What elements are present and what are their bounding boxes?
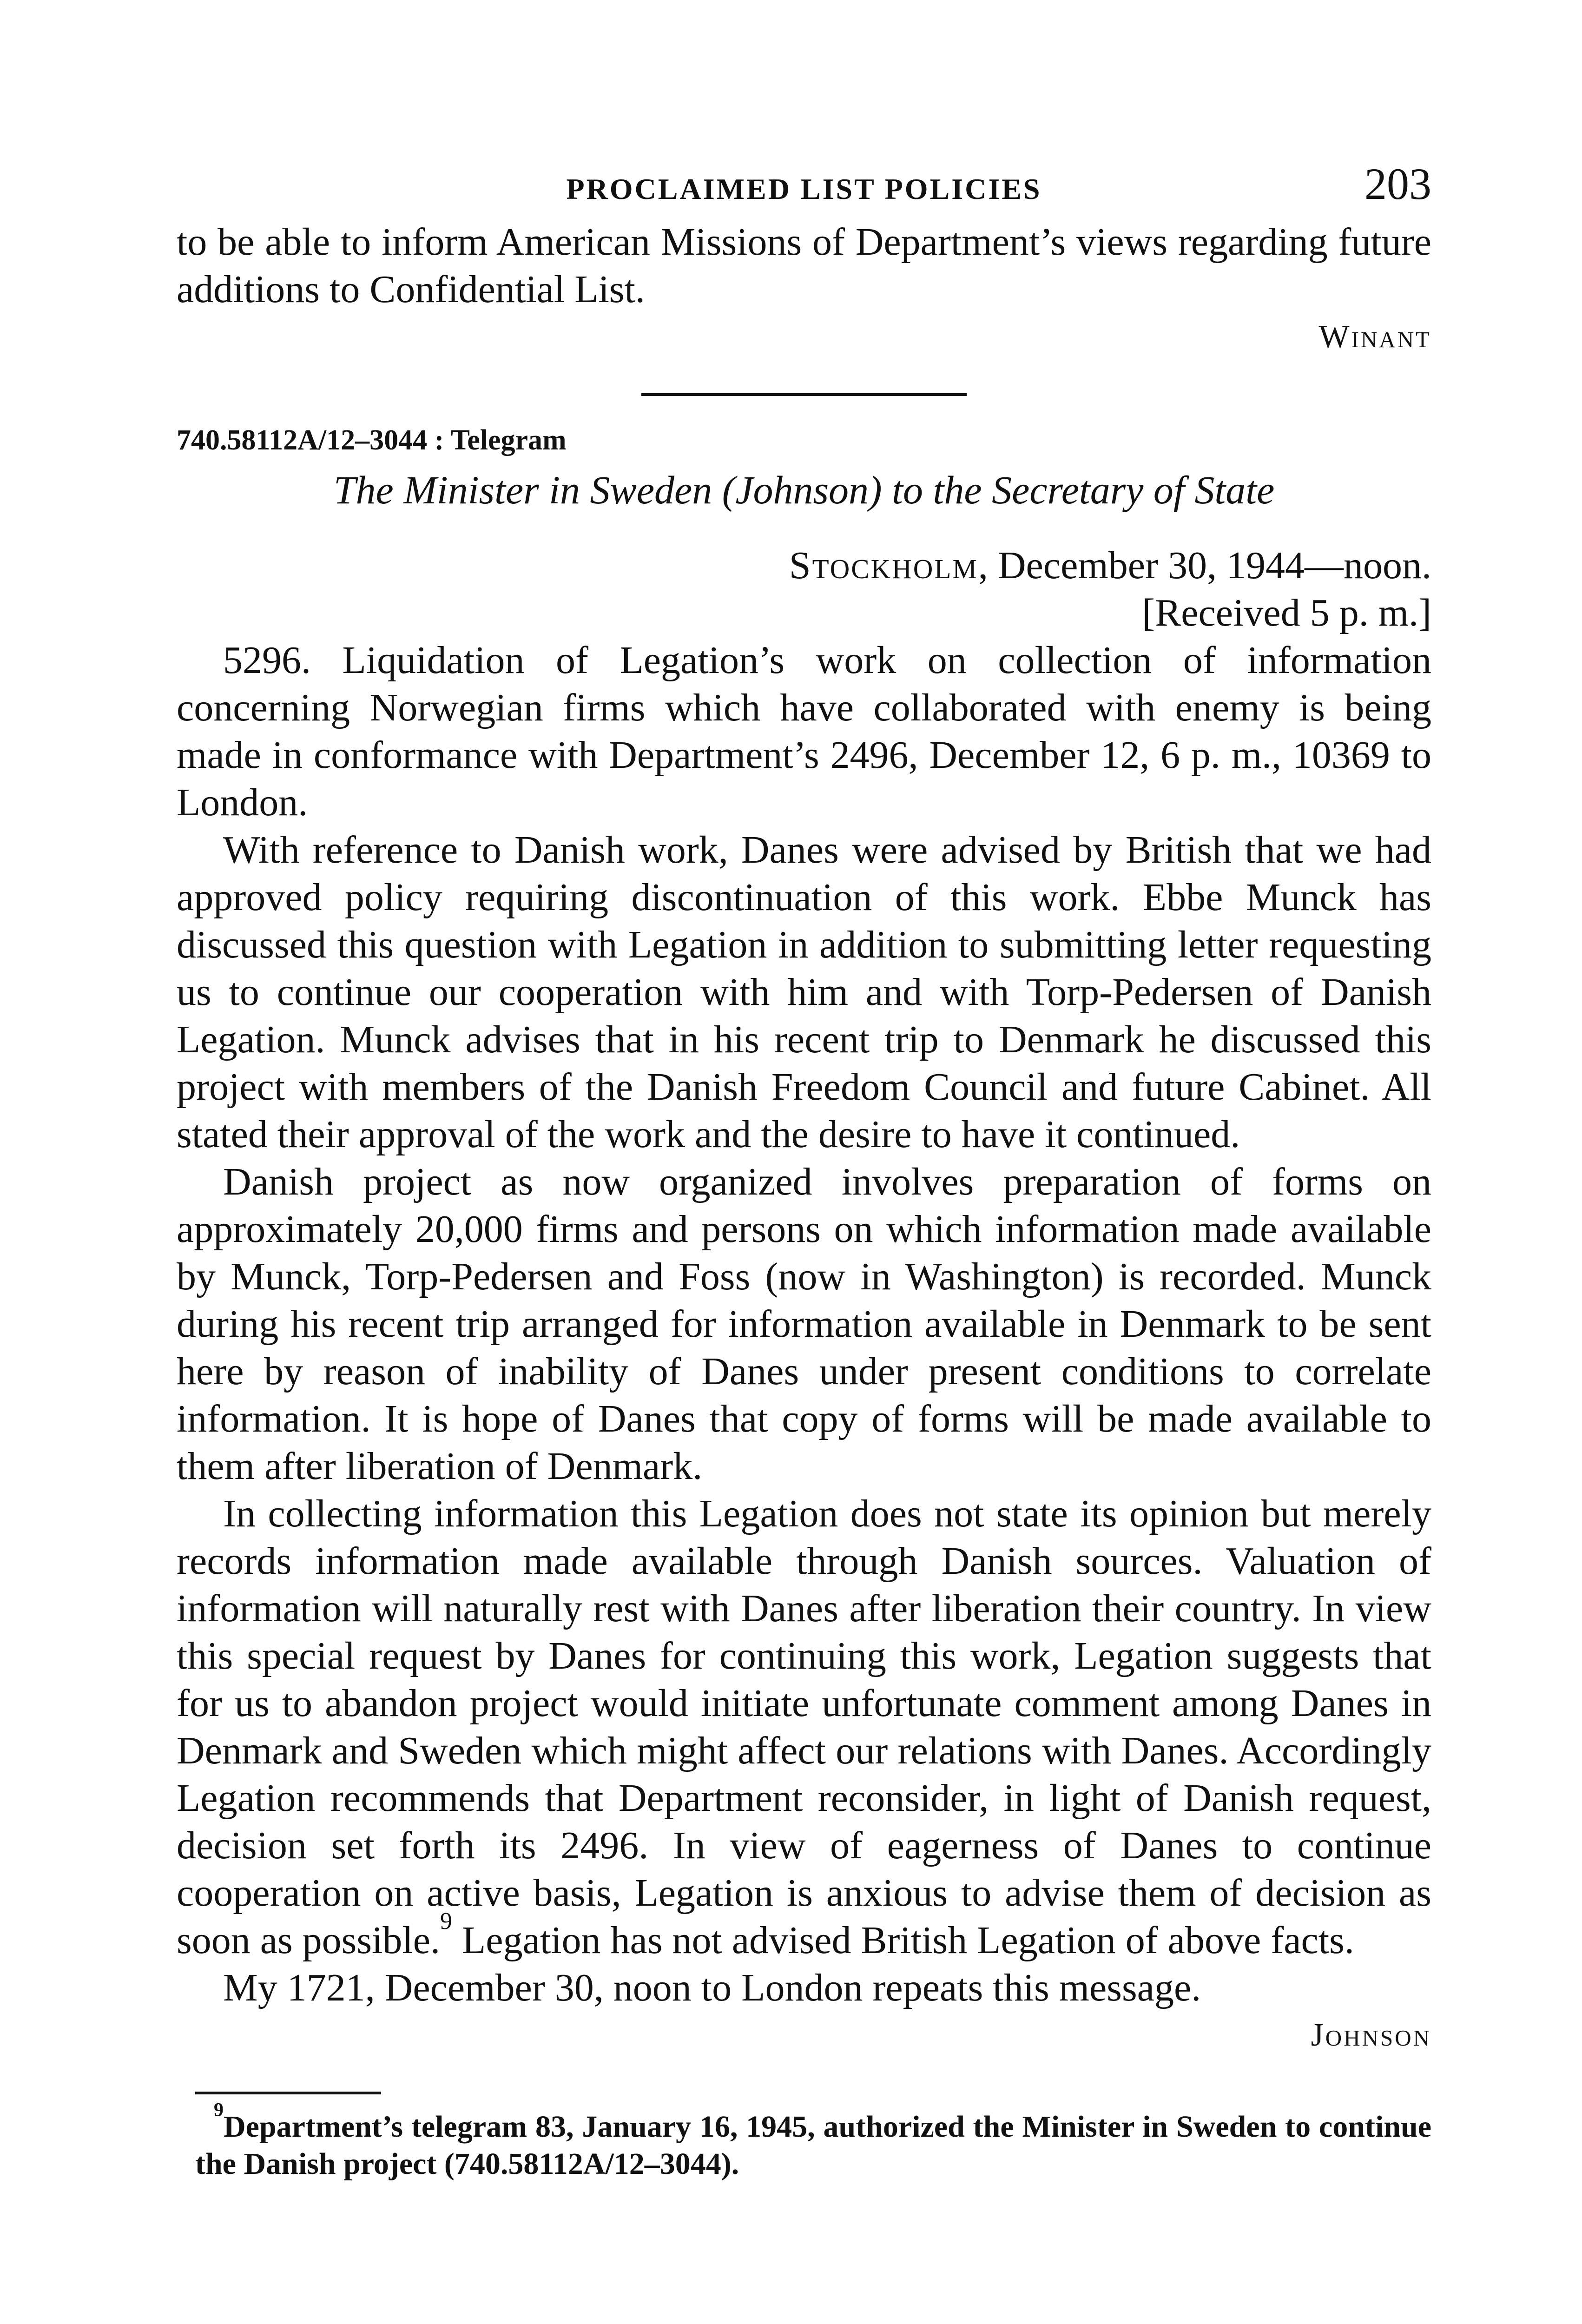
- paragraph: 5296. Liquidation of Legation’s work on collection of information concerning Norwegian firms which have collaborated with enemy is being made in conformance with Department’s 2496, December 12, 6 p. m., 10369 to London.: [177, 639, 1431, 824]
- previous-document-continuation: [177, 218, 1431, 361]
- document-title: The Minister in Sweden (Johnson) to the Secretary of State: [333, 468, 1275, 512]
- footnote-reference[interactable]: 9: [440, 1908, 452, 1934]
- section-divider: [641, 393, 967, 396]
- paragraph: With reference to Danish work, Danes were advised by British that we had approved policy requiring discontinuation of this work. Ebbe Munck has discussed this question with Legation in addition to submitting letter requesting us to continue our cooperation with him and with Torp-Pedersen of Danish Legation. Munck advises that in his recent trip to Denmark he discussed this project with members of the Danish Freedom Council and future Cabinet. All stated their approval of the work and the desire to have it continued.: [177, 828, 1431, 1156]
- running-head: PROCLAIMED LIST POLICIES: [566, 172, 1042, 205]
- file-reference: 740.58112A/12–3044 : Telegram: [177, 424, 567, 456]
- signature-johnson: Johnson: [1311, 2017, 1431, 2053]
- paragraph-text: Legation has not advised British Legation of above facts.: [452, 1919, 1354, 1962]
- received-line: [Received 5 p. m.]: [1142, 591, 1431, 634]
- paragraph-text: In collecting information this Legation does not state its opinion but merely records information made available through Danish sources. Valuation of information will naturally rest with Danes after liberation their country. In view this special request by Danes for continuing this work, Legation suggests that for us to abandon project would initiate unfortunate comment among Danes in Denmark and Sweden which might affect our relations with Danes. Accordingly Legation recommends that Department reconsider, in light of Danish request, decision set forth its 2496. In view of eagerness of Danes to continue cooperation on active basis, Legation is anxious to advise them of decision as soon as possible.: [177, 1492, 1431, 1962]
- dateline-date: , December 30, 1944—noon.: [978, 544, 1431, 587]
- signature-winant: Winant: [1318, 319, 1431, 355]
- page-number: 203: [1364, 159, 1431, 209]
- paragraph-with-footnote: [177, 1490, 1431, 1964]
- continuation-paragraph: to be able to inform American Missions of Department’s views regarding future additions to Confidential List.: [177, 220, 1431, 311]
- paragraph: Danish project as now organized involves preparation of forms on approximately 20,000 firms and persons on which information made available by Munck, Torp-Pedersen and Foss (now in Washington) is recorded. Munck during his recent trip arranged for information available in Denmark to be sent here by reason of inability of Danes under present conditions to correlate information. It is hope of Danes that copy of forms will be made available to them after liberation of Denmark.: [177, 1160, 1431, 1488]
- page: [177, 158, 1431, 2183]
- dateline-place: Stockholm: [789, 544, 978, 587]
- footnote-marker: 9: [214, 2100, 224, 2121]
- footnote: [177, 2100, 1431, 2183]
- page-header: [177, 158, 1431, 218]
- footnote-text: Department’s telegram 83, January 16, 1945, authorized the Minister in Sweden to continue the Danish project (740.58112A/12–3044).: [195, 2110, 1431, 2181]
- dateline: [177, 542, 1431, 589]
- paragraph: My 1721, December 30, noon to London repeats this message.: [223, 1966, 1201, 2009]
- telegram-body: [177, 637, 1431, 2059]
- footnote-divider: [195, 2092, 381, 2094]
